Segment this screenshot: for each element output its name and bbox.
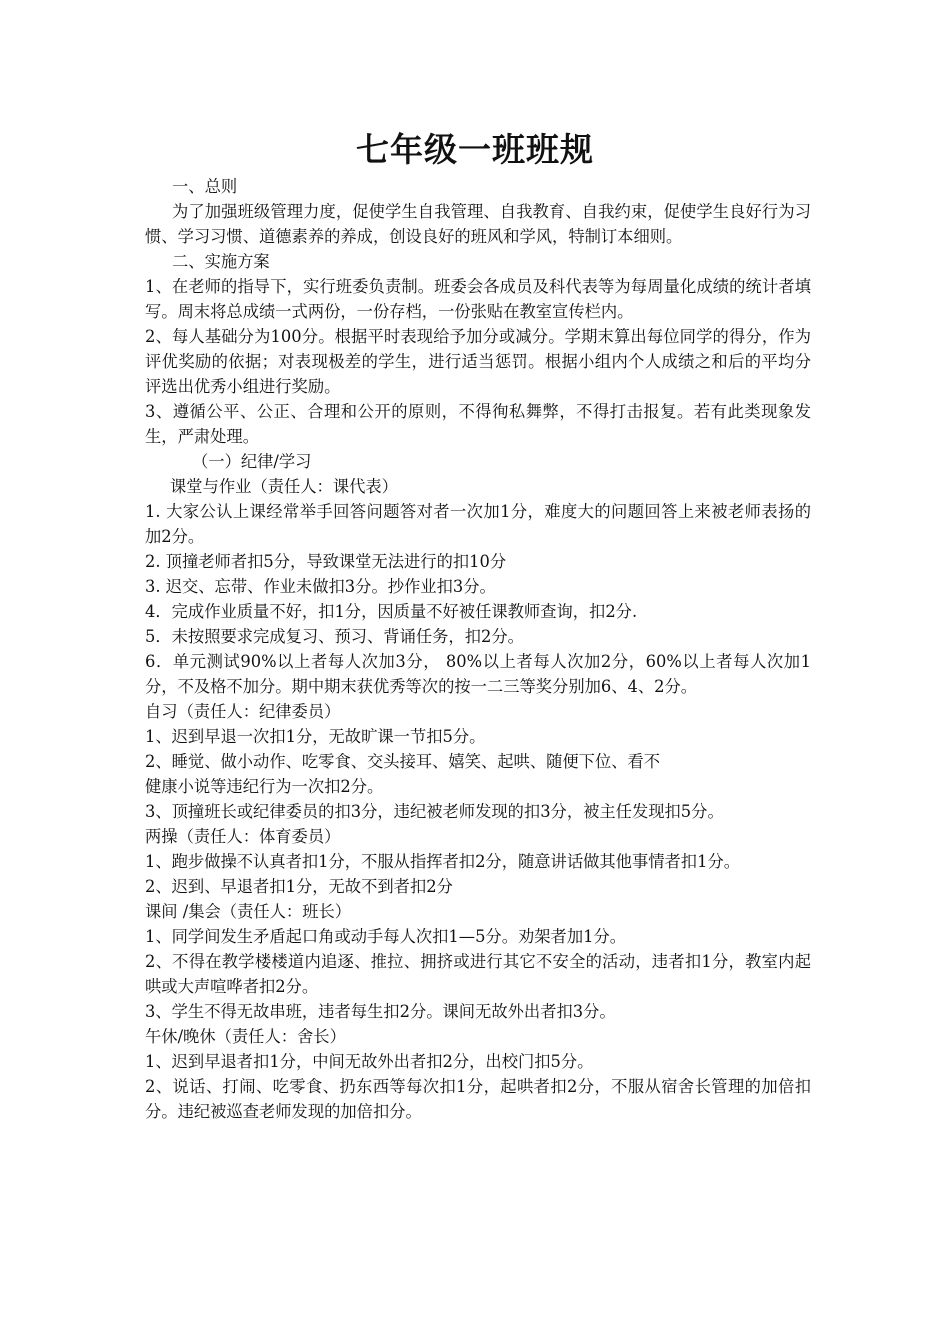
document-body	[145, 174, 811, 1124]
document-paragraph: 3、遵循公平、公正、合理和公开的原则，不得徇私舞弊，不得打击报复。若有此类现象发生，严肃处理。	[145, 402, 811, 446]
document-paragraph: 2、每人基础分为100分。根据平时表现给予加分或减分。学期末算出每位同学的得分，作为评优奖励的依据；对表现极差的学生，进行适当惩罚。根据小组内个人成绩之和后的平均分评选出优秀小组进行奖励。	[145, 327, 811, 396]
document-paragraph: 1、同学间发生矛盾起口角或动手每人次扣1—5分。劝架者加1分。	[145, 927, 627, 946]
document-paragraph: 3、顶撞班长或纪律委员的扣3分，违纪被老师发现的扣3分，被主任发现扣5分。	[145, 802, 724, 821]
document-title: 七年级一班班规	[356, 130, 594, 169]
document-paragraph: 一、总则	[172, 177, 238, 196]
document-paragraph: 2、睡觉、做小动作、吃零食、交头接耳、嬉笑、起哄、随便下位、看不	[145, 752, 661, 771]
document-paragraph: 自习（责任人：纪律委员）	[145, 702, 341, 721]
document-paragraph: 课间 /集会（责任人：班长）	[145, 902, 352, 921]
document-paragraph: 3. 迟交、忘带、作业未做扣3分。抄作业扣3分。	[145, 577, 496, 596]
document-paragraph: 5．未按照要求完成复习、预习、背诵任务，扣2分。	[145, 627, 524, 646]
document-paragraph: 2. 顶撞老师者扣5分，导致课堂无法进行的扣10分	[145, 552, 507, 571]
document-paragraph: 1、在老师的指导下，实行班委负责制。班委会各成员及科代表等为每周量化成绩的统计者填写。周末将总成绩一式两份，一份存档，一份张贴在教室宣传栏内。	[145, 277, 811, 321]
document-paragraph: 1、迟到早退者扣1分，中间无故外出者扣2分，出校门扣5分。	[145, 1052, 594, 1071]
document-paragraph: 2、迟到、早退者扣1分，无故不到者扣2分	[145, 877, 453, 896]
document-paragraph: 3、学生不得无故串班，违者每生扣2分。课间无故外出者扣3分。	[145, 1002, 616, 1021]
document-paragraph: 6．单元测试90%以上者每人次加3分， 80%以上者每人次加2分，60%以上者每人次加1分，不及格不加分。期中期末获优秀等次的按一二三等奖分别加6、4、2分。	[145, 652, 811, 696]
document-paragraph: （一）纪律/学习	[192, 452, 312, 471]
document-paragraph: 1、跑步做操不认真者扣1分，不服从指挥者扣2分，随意讲话做其他事情者扣1分。	[145, 852, 741, 871]
document-paragraph: 课堂与作业（责任人：课代表）	[170, 477, 398, 496]
document-paragraph: 为了加强班级管理力度，促使学生自我管理、自我教育、自我约束，促使学生良好行为习惯、学习习惯、道德素养的养成，创设良好的班风和学风，特制订本细则。	[145, 202, 811, 246]
document-paragraph: 4．完成作业质量不好，扣1分，因质量不好被任课教师查询，扣2分.	[145, 602, 638, 621]
document-paragraph: 二、实施方案	[172, 252, 270, 271]
document-paragraph: 健康小说等违纪行为一次扣2分。	[145, 777, 384, 796]
document-paragraph: 1. 大家公认上课经常举手回答问题答对者一次加1分，难度大的问题回答上来被老师表扬的加2分。	[145, 502, 811, 546]
document-paragraph: 午休/晚休（责任人：舍长）	[145, 1027, 346, 1046]
document-paragraph: 2、说话、打闹、吃零食、扔东西等每次扣1分，起哄者扣2分，不服从宿舍长管理的加倍扣分。违纪被巡查老师发现的加倍扣分。	[145, 1077, 811, 1121]
document-paragraph: 2、不得在教学楼楼道内追逐、推拉、拥挤或进行其它不安全的活动，违者扣1分，教室内起哄或大声喧哗者扣2分。	[145, 952, 811, 996]
document-paragraph: 1、迟到早退一次扣1分，无故旷课一节扣5分。	[145, 727, 486, 746]
document-paragraph: 两操（责任人：体育委员）	[145, 827, 341, 846]
